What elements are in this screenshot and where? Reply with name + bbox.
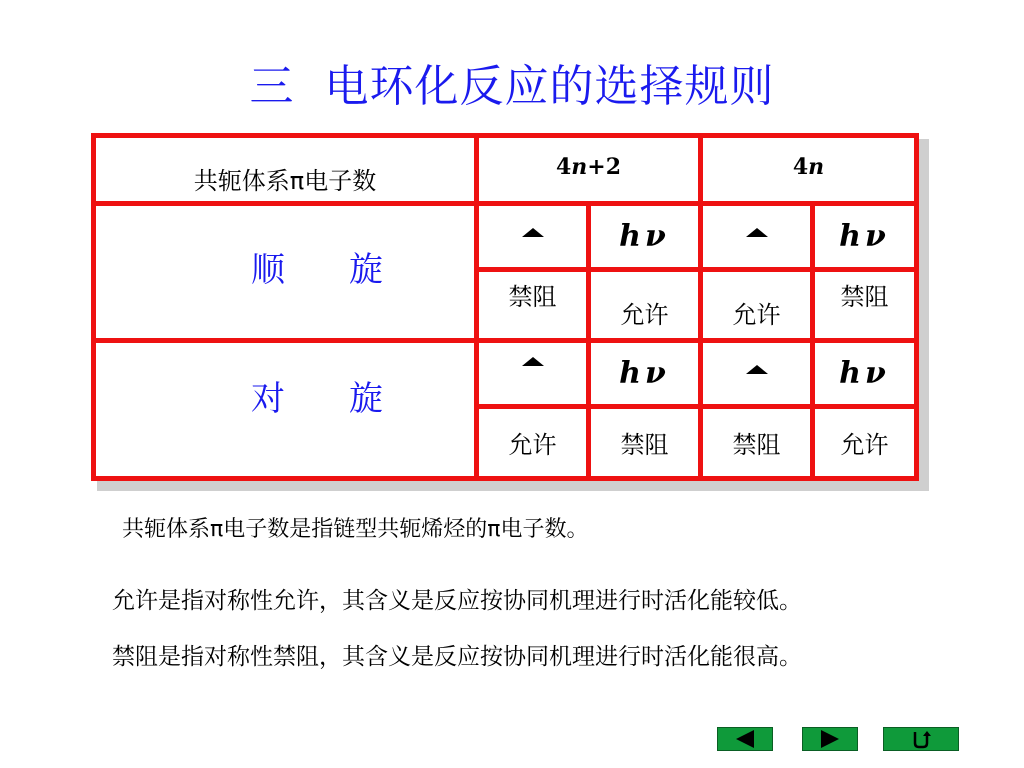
rule-cell: 允许 <box>508 431 557 459</box>
rule-cell: 禁阻 <box>508 282 557 311</box>
thermal-cell <box>479 206 586 267</box>
selection-rules-table <box>91 133 925 487</box>
rule-cell: 禁阻 <box>620 431 669 459</box>
thermal-cell <box>703 206 810 267</box>
thermal-cell <box>479 343 586 404</box>
rule-cell: 允许 <box>732 300 781 329</box>
header-4n-plus-2 <box>479 138 698 201</box>
header-4n2-prefix: 4 <box>555 154 572 180</box>
heat-triangle-icon <box>746 365 768 374</box>
photo-cell: hν <box>619 219 670 254</box>
row-label-disrotatory: 对旋 <box>251 378 447 419</box>
grid-line <box>91 476 919 481</box>
explanation-forbidden: 禁阻是指对称性禁阻，其含义是反应按协同机理进行时活化能很高。 <box>112 644 802 670</box>
row-label-conrotatory: 顺旋 <box>251 249 447 290</box>
next-slide-button[interactable] <box>802 727 858 751</box>
header-4n-var: n <box>808 154 825 180</box>
footnote: 共轭体系π电子数是指链型共轭烯烃的π电子数。 <box>122 517 589 542</box>
header-4n2-var: n <box>571 154 588 180</box>
rule-cell: 禁阻 <box>840 282 889 311</box>
explanation-allowed: 允许是指对称性允许，其含义是反应按协同机理进行时活化能较低。 <box>112 588 802 614</box>
page-title <box>0 50 1024 114</box>
header-4n-prefix: 4 <box>792 154 809 180</box>
title-number: 三 <box>249 61 295 112</box>
return-button[interactable] <box>883 727 959 751</box>
rule-cell: 禁阻 <box>732 431 781 459</box>
left-arrow-icon <box>736 730 754 748</box>
rule-cell: 允许 <box>840 431 889 459</box>
grid-line <box>914 133 919 481</box>
right-arrow-icon <box>821 730 839 748</box>
header-4n <box>703 138 914 201</box>
photo-cell: hν <box>619 356 670 391</box>
prev-slide-button[interactable] <box>717 727 773 751</box>
header-4n2-suffix: +2 <box>587 154 622 180</box>
heat-triangle-icon <box>522 357 544 366</box>
thermal-cell <box>703 343 810 404</box>
title-text: 电环化反应的选择规则 <box>324 61 775 112</box>
photo-cell: hν <box>839 356 890 391</box>
heat-triangle-icon <box>746 228 768 237</box>
heat-triangle-icon <box>522 228 544 237</box>
return-icon <box>910 729 932 749</box>
header-electron-count-label: 共轭体系π电子数 <box>193 166 377 195</box>
photo-cell: hν <box>839 219 890 254</box>
table-frame <box>91 133 919 481</box>
rule-cell: 允许 <box>620 300 669 329</box>
